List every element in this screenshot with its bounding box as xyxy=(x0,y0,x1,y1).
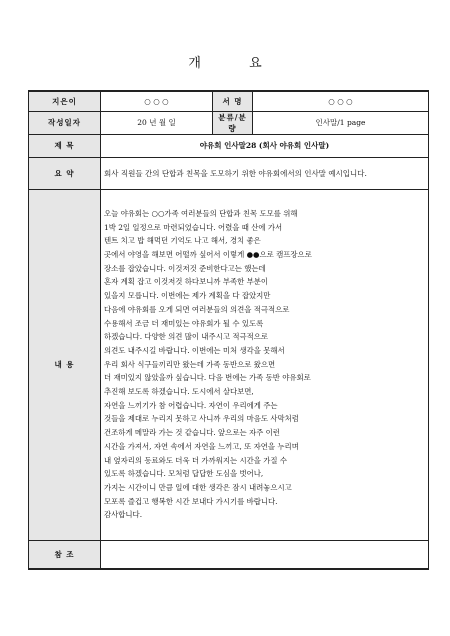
content-label: 내 용 xyxy=(29,189,101,540)
content-line: 것들을 제대로 누리지 못하고 사니까 우리의 마음도 사막처럼 xyxy=(104,414,299,424)
content-line: 다음에 야유회를 오게 되면 여러분들의 의견을 적극적으로 xyxy=(104,304,290,314)
date-value: 20 년 월 일 xyxy=(101,111,213,134)
content-line: 우리 회사 식구들끼리만 왔는데 가족 동반으로 왔으면 xyxy=(104,359,276,369)
content-line: 장소를 잡았습니다. 이것저것 준비한다고는 했는데 xyxy=(104,263,266,273)
content-line: 수용해서 조금 더 재미있는 야유회가 될 수 있도록 xyxy=(104,318,264,328)
document-form-table xyxy=(28,90,429,570)
content-body xyxy=(101,189,429,540)
reference-label: 참 조 xyxy=(29,540,101,569)
subject-value: 야유회 인사말28 (회사 야유회 인사말) xyxy=(101,134,429,157)
subject-label: 제 목 xyxy=(29,134,101,157)
signature-label: 서 명 xyxy=(213,91,253,111)
summary-label: 요 약 xyxy=(29,157,101,189)
date-label: 작성일자 xyxy=(29,111,101,134)
content-line: 가지는 시간이니 만큼 일에 대한 생각은 잠시 내려놓으시고 xyxy=(104,482,292,492)
content-line: 있도록 하겠습니다. 모처럼 답답한 도심을 벗어나, xyxy=(104,469,264,479)
author-label: 지은이 xyxy=(29,91,101,111)
content-line: 내 옆자리의 동료와도 더욱 더 가까워지는 시간을 가질 수 xyxy=(104,455,288,465)
content-line: 있을지 모릅니다. 이번에는 제가 계획을 다 잡았지만 xyxy=(104,291,271,301)
content-line: 의견도 내주시길 바랍니다. 이번에는 미처 생각을 못해서 xyxy=(104,345,285,355)
content-line: 오늘 야유회는 ○○가족 여러분들의 단합과 친목 도모를 위해 xyxy=(104,208,298,218)
content-line: 혼자 계획 잡고 이것저것 하다보니까 부족한 부분이 xyxy=(104,277,269,287)
category-value: 인사말/1 page xyxy=(253,111,429,134)
content-line: 곳에서 야영을 해보면 어떨까 싶어서 이렇게 ●●으로 캠프장으로 xyxy=(104,250,312,260)
content-line: 모포록 즐겁고 행복한 시간 보내다 가시기를 바랍니다. xyxy=(104,496,278,506)
signature-value: ○ ○ ○ xyxy=(253,91,429,111)
content-line: 추진해 보도록 하겠습니다. 도시에서 살다보면, xyxy=(104,387,254,397)
content-line: 텐트 치고 밥 해먹던 기억도 나고 해서, 경치 좋은 xyxy=(104,236,261,246)
reference-value xyxy=(101,540,429,569)
content-line: 하겠습니다. 다양한 의견 많이 내주시고 적극적으로 xyxy=(104,332,269,342)
summary-value: 회사 직원들 간의 단합과 친목을 도모하기 위한 야유회에서의 인사말 예시입니다. xyxy=(101,157,429,189)
page-title: 개 요 xyxy=(188,56,284,71)
content-line: 시간을 가져서, 자연 속에서 자연을 느끼고, 또 자연을 누리며 xyxy=(104,441,299,451)
category-label: 분류/분량 xyxy=(213,111,253,134)
content-line: 1박 2일 일정으로 마련되었습니다. 어렸을 때 산에 가서 xyxy=(104,222,283,232)
content-line: 감사합니다. xyxy=(104,510,143,520)
content-line: 자연을 느끼기가 참 어렵습니다. 자연이 우리에게 주는 xyxy=(104,400,278,410)
author-value: ○ ○ ○ xyxy=(101,91,213,111)
content-line: 건조하게 메말라 가는 것 같습니다. 앞으로는 자주 이런 xyxy=(104,428,280,438)
content-lines xyxy=(104,207,425,522)
content-line: 더 재미있지 않았을까 싶습니다. 다음 번에는 가족 동반 야유회로 xyxy=(104,373,311,383)
